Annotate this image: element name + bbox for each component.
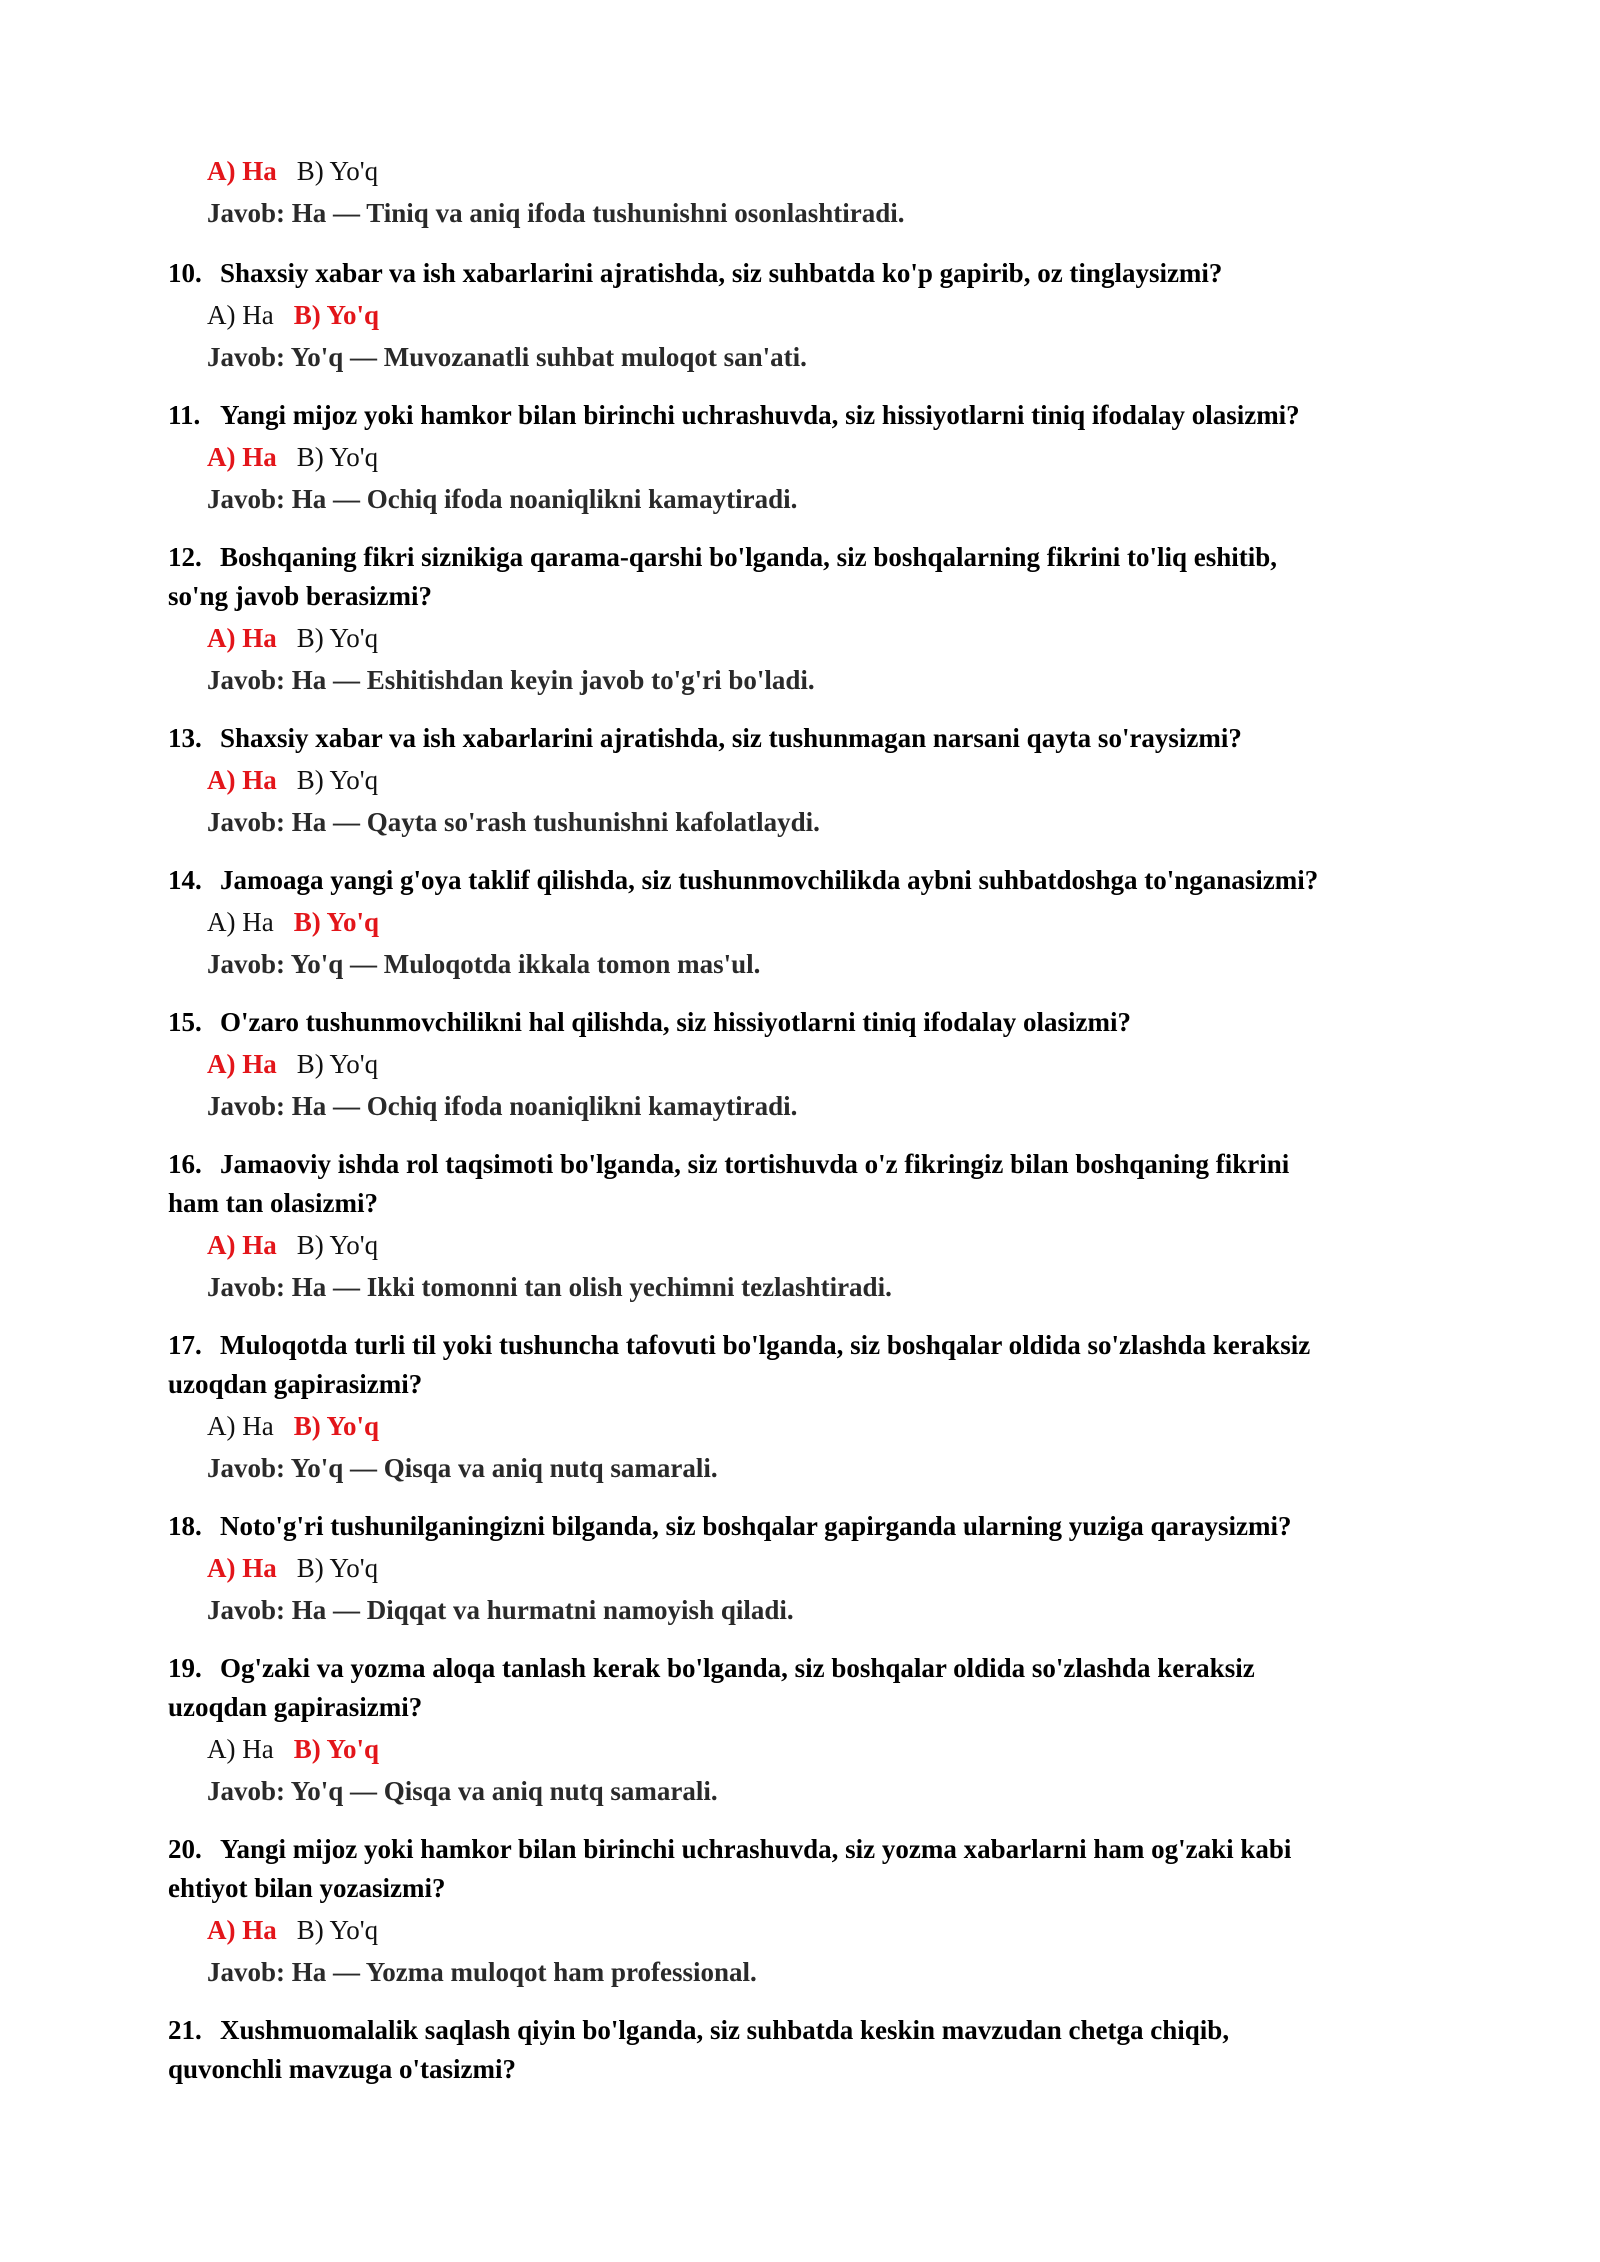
option-a: A) Ha [207, 907, 274, 937]
question-number: 18. [168, 1511, 202, 1541]
option-b: B) Yo'q [293, 300, 380, 330]
question-17 [168, 1325, 1310, 1365]
question-number: 10. [168, 258, 202, 288]
answer-text: Javob: Yo'q — Qisqa va aniq nutq samarali. [207, 1776, 718, 1806]
question-number: 14. [168, 865, 202, 895]
question-text: Shaxsiy xabar va ish xabarlarini ajratishda, siz suhbatda ko'p gapirib, oz tinglaysizmi? [220, 258, 1223, 288]
question-12 [168, 537, 1277, 577]
question-number: 16. [168, 1149, 202, 1179]
question-text: Jamoaga yangi g'oya taklif qilishda, siz tushunmovchilikda aybni suhbatdoshga to'nganasizmi? [220, 865, 1319, 895]
answer-text: Javob: Ha — Ochiq ifoda noaniqlikni kamaytiradi. [207, 484, 798, 514]
question-text: Yangi mijoz yoki hamkor bilan birinchi uchrashuvda, siz yozma xabarlarni ham og'zaki kabi [220, 1834, 1292, 1864]
options-row [207, 1225, 398, 1265]
question-11 [168, 395, 1300, 435]
options-row [207, 1406, 399, 1446]
option-b: B) Yo'q [296, 156, 379, 186]
question-number: 21. [168, 2015, 202, 2045]
answer-text: Javob: Ha — Diqqat va hurmatni namoyish qiladi. [207, 1595, 794, 1625]
question-number: 12. [168, 542, 202, 572]
question-text: Yangi mijoz yoki hamkor bilan birinchi uchrashuvda, siz hissiyotlarni tiniq ifodalay olasizmi? [220, 400, 1300, 430]
option-a: A) Ha [207, 1230, 277, 1260]
option-b: B) Yo'q [293, 907, 380, 937]
option-b: B) Yo'q [296, 623, 379, 653]
answer-text: Javob: Ha — Ikki tomonni tan olish yechimni tezlashtiradi. [207, 1272, 892, 1302]
question-15 [168, 1002, 1131, 1042]
question-text: O'zaro tushunmovchilikni hal qilishda, siz hissiyotlarni tiniq ifodalay olasizmi? [220, 1007, 1131, 1037]
options-row [207, 1729, 399, 1769]
answer-text: Javob: Ha — Yozma muloqot ham professional. [207, 1957, 757, 1987]
option-a: A) Ha [207, 765, 277, 795]
question-16 [168, 1144, 1289, 1184]
options-row [207, 437, 398, 477]
option-b: B) Yo'q [293, 1734, 380, 1764]
question-text: Og'zaki va yozma aloqa tanlash kerak bo'lganda, siz boshqalar oldida so'zlashda keraksiz [220, 1653, 1255, 1683]
question-text-continued: ham tan olasizmi? [168, 1188, 379, 1218]
option-a: A) Ha [207, 1553, 277, 1583]
question-text-continued: quvonchli mavzuga o'tasizmi? [168, 2054, 517, 2084]
option-a: A) Ha [207, 1915, 277, 1945]
option-b: B) Yo'q [296, 1230, 379, 1260]
option-a: A) Ha [207, 1049, 277, 1079]
question-14 [168, 860, 1318, 900]
question-number: 13. [168, 723, 202, 753]
question-10 [168, 253, 1222, 293]
question-number: 17. [168, 1330, 202, 1360]
question-18 [168, 1506, 1291, 1546]
question-number: 15. [168, 1007, 202, 1037]
question-text: Boshqaning fikri siznikiga qarama-qarshi bo'lganda, siz boshqalarning fikrini to'liq eshitib, [220, 542, 1278, 572]
option-a: A) Ha [207, 1734, 274, 1764]
question-number: 20. [168, 1834, 202, 1864]
question-text-continued: ehtiyot bilan yozasizmi? [168, 1873, 446, 1903]
option-b: B) Yo'q [296, 1049, 379, 1079]
option-a: A) Ha [207, 1411, 274, 1441]
options-row [207, 760, 398, 800]
options-row [207, 1910, 398, 1950]
question-text: Muloqotda turli til yoki tushuncha tafovuti bo'lganda, siz boshqalar oldida so'zlashda keraksiz [220, 1330, 1311, 1360]
question-number: 19. [168, 1653, 202, 1683]
answer-text: Javob: Ha — Eshitishdan keyin javob to'g'ri bo'ladi. [207, 665, 815, 695]
question-text-continued: uzoqdan gapirasizmi? [168, 1692, 423, 1722]
question-text-continued: uzoqdan gapirasizmi? [168, 1369, 423, 1399]
option-b: B) Yo'q [296, 1915, 379, 1945]
question-number: 11. [168, 400, 201, 430]
answer-text: Javob: Ha — Ochiq ifoda noaniqlikni kamaytiradi. [207, 1091, 798, 1121]
question-text: Noto'g'ri tushunilganingizni bilganda, siz boshqalar gapirganda ularning yuziga qaraysizmi? [220, 1511, 1292, 1541]
answer-text: Javob: Ha — Tiniq va aniq ifoda tushunishni osonlashtiradi. [207, 198, 905, 228]
option-b: B) Yo'q [296, 442, 379, 472]
question-21 [168, 2010, 1229, 2050]
option-a: A) Ha [207, 442, 277, 472]
question-text-continued: so'ng javob berasizmi? [168, 581, 433, 611]
question-13 [168, 718, 1242, 758]
question-20 [168, 1829, 1291, 1869]
options-row [207, 902, 399, 942]
option-a: A) Ha [207, 156, 277, 186]
options-row [207, 151, 398, 191]
answer-text: Javob: Yo'q — Qisqa va aniq nutq samarali. [207, 1453, 718, 1483]
question-text: Xushmuomalalik saqlash qiyin bo'lganda, siz suhbatda keskin mavzudan chetga chiqib, [220, 2015, 1230, 2045]
option-b: B) Yo'q [296, 765, 379, 795]
option-a: A) Ha [207, 623, 277, 653]
options-row [207, 295, 399, 335]
question-19 [168, 1648, 1255, 1688]
answer-text: Javob: Ha — Qayta so'rash tushunishni kafolatlaydi. [207, 807, 820, 837]
option-b: B) Yo'q [296, 1553, 379, 1583]
answer-text: Javob: Yo'q — Muvozanatli suhbat muloqot san'ati. [207, 342, 807, 372]
options-row [207, 1044, 398, 1084]
options-row [207, 618, 398, 658]
option-a: A) Ha [207, 300, 274, 330]
question-text: Shaxsiy xabar va ish xabarlarini ajratishda, siz tushunmagan narsani qayta so'raysizmi? [220, 723, 1242, 753]
question-text: Jamaoviy ishda rol taqsimoti bo'lganda, siz tortishuvda o'z fikringiz bilan boshqaning fikrini [220, 1149, 1290, 1179]
options-row [207, 1548, 398, 1588]
answer-text: Javob: Yo'q — Muloqotda ikkala tomon mas'ul. [207, 949, 761, 979]
option-b: B) Yo'q [293, 1411, 380, 1441]
